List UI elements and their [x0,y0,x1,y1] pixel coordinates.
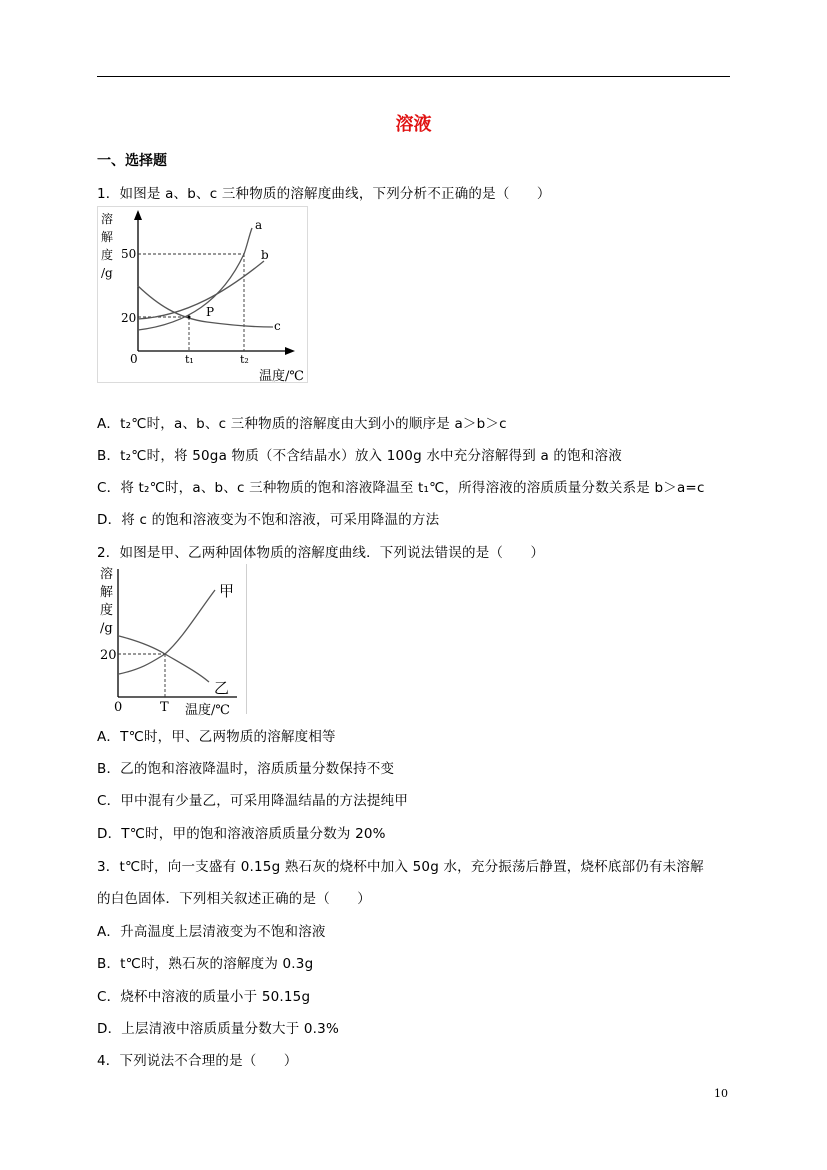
q1-label-p: P [206,305,215,319]
q3-option-b: B．t℃时，熟石灰的溶解度为 0.3g [97,956,314,972]
q2-ylabel-2: 度 [100,603,114,618]
q1-option-c: C．将 t₂℃时，a、b、c 三种物质的饱和溶液降温至 t₁℃，所得溶液的溶质质量分数关系是 b＞a=c [97,480,705,496]
q2-label-jia: 甲 [219,582,235,600]
q1-origin: 0 [130,352,138,366]
q1-ylabel-2: 度 [101,248,114,262]
header-rule [97,76,730,77]
q1-label-b: b [261,248,269,262]
q2-ylabel-3: /g [100,621,113,636]
q2-solubility-graph [97,564,249,716]
q2-ylabel-0: 溶 [100,567,114,582]
q1-ylabel-1: 解 [101,230,114,244]
q1-label-a: a [255,218,263,232]
q1-ylabel-3: /g [101,266,113,280]
q1-curve-b [138,261,264,319]
page-title: 溶液 [395,114,432,135]
q1-option-b: B．t₂℃时，将 50ga 物质（不含结晶水）放入 100g 水中充分溶解得到 a 的饱和溶液 [97,448,622,464]
q2-curve-jia [119,590,215,674]
page-number: 10 [714,1087,728,1100]
q3-option-a: A．升高温度上层清液变为不饱和溶液 [97,924,326,940]
q2-label-yi: 乙 [214,679,230,697]
q1-option-d: D．将 c 的饱和溶液变为不饱和溶液，可采用降温的方法 [97,512,440,528]
q1-x-arrow [285,347,295,355]
q1-stem: 1．如图是 a、b、c 三种物质的溶解度曲线，下列分析不正确的是（ ） [97,186,551,202]
q2-xlabel: 温度/℃ [185,703,230,716]
q3-option-d: D．上层清液中溶质质量分数大于 0.3% [97,1021,339,1037]
q2-ytick-20: 20 [100,648,117,663]
q1-graph-frame [98,207,308,383]
q3-stem-line1: 3．t℃时，向一支盛有 0.15g 熟石灰的烧杯中加入 50g 水，充分振荡后静置，烧杯底部仍有未溶解 [97,859,704,875]
q1-y-arrow [134,210,142,220]
q3-option-c: C．烧杯中溶液的质量小于 50.15g [97,989,311,1005]
q1-xtick-t1: t₁ [185,353,194,366]
q1-ylabel-0: 溶 [101,212,114,226]
q1-curve-a [138,228,252,330]
q1-option-a: A．t₂℃时，a、b、c 三种物质的溶解度由大到小的顺序是 a＞b＞c [97,416,507,432]
q4-stem: 4．下列说法不合理的是（ ） [97,1053,298,1069]
q3-stem-line2: 的白色固体．下列相关叙述正确的是（ ） [97,891,371,907]
q2-option-c: C．甲中混有少量乙，可采用降温结晶的方法提纯甲 [97,793,409,809]
section-heading: 一、选择题 [97,153,167,169]
q2-xtick-t: T [160,700,169,715]
q2-option-d: D．T℃时，甲的饱和溶液溶质质量分数为 20% [97,826,386,842]
q2-ylabel-1: 解 [100,585,114,600]
q1-xlabel: 温度/℃ [259,369,304,384]
q1-xtick-t2: t₂ [240,353,249,366]
q2-stem: 2．如图是甲、乙两种固体物质的溶解度曲线．下列说法错误的是（ ） [97,545,545,561]
q1-ytick-50: 50 [121,247,137,261]
q2-curve-yi [119,636,209,682]
q1-point-p [188,316,191,319]
q2-option-a: A．T℃时，甲、乙两物质的溶解度相等 [97,729,336,745]
q1-ytick-20: 20 [121,311,137,325]
q2-origin: 0 [114,700,123,715]
q2-option-b: B．乙的饱和溶液降温时，溶质质量分数保持不变 [97,761,395,777]
q1-solubility-graph [97,206,309,384]
q1-label-c: c [274,319,281,333]
